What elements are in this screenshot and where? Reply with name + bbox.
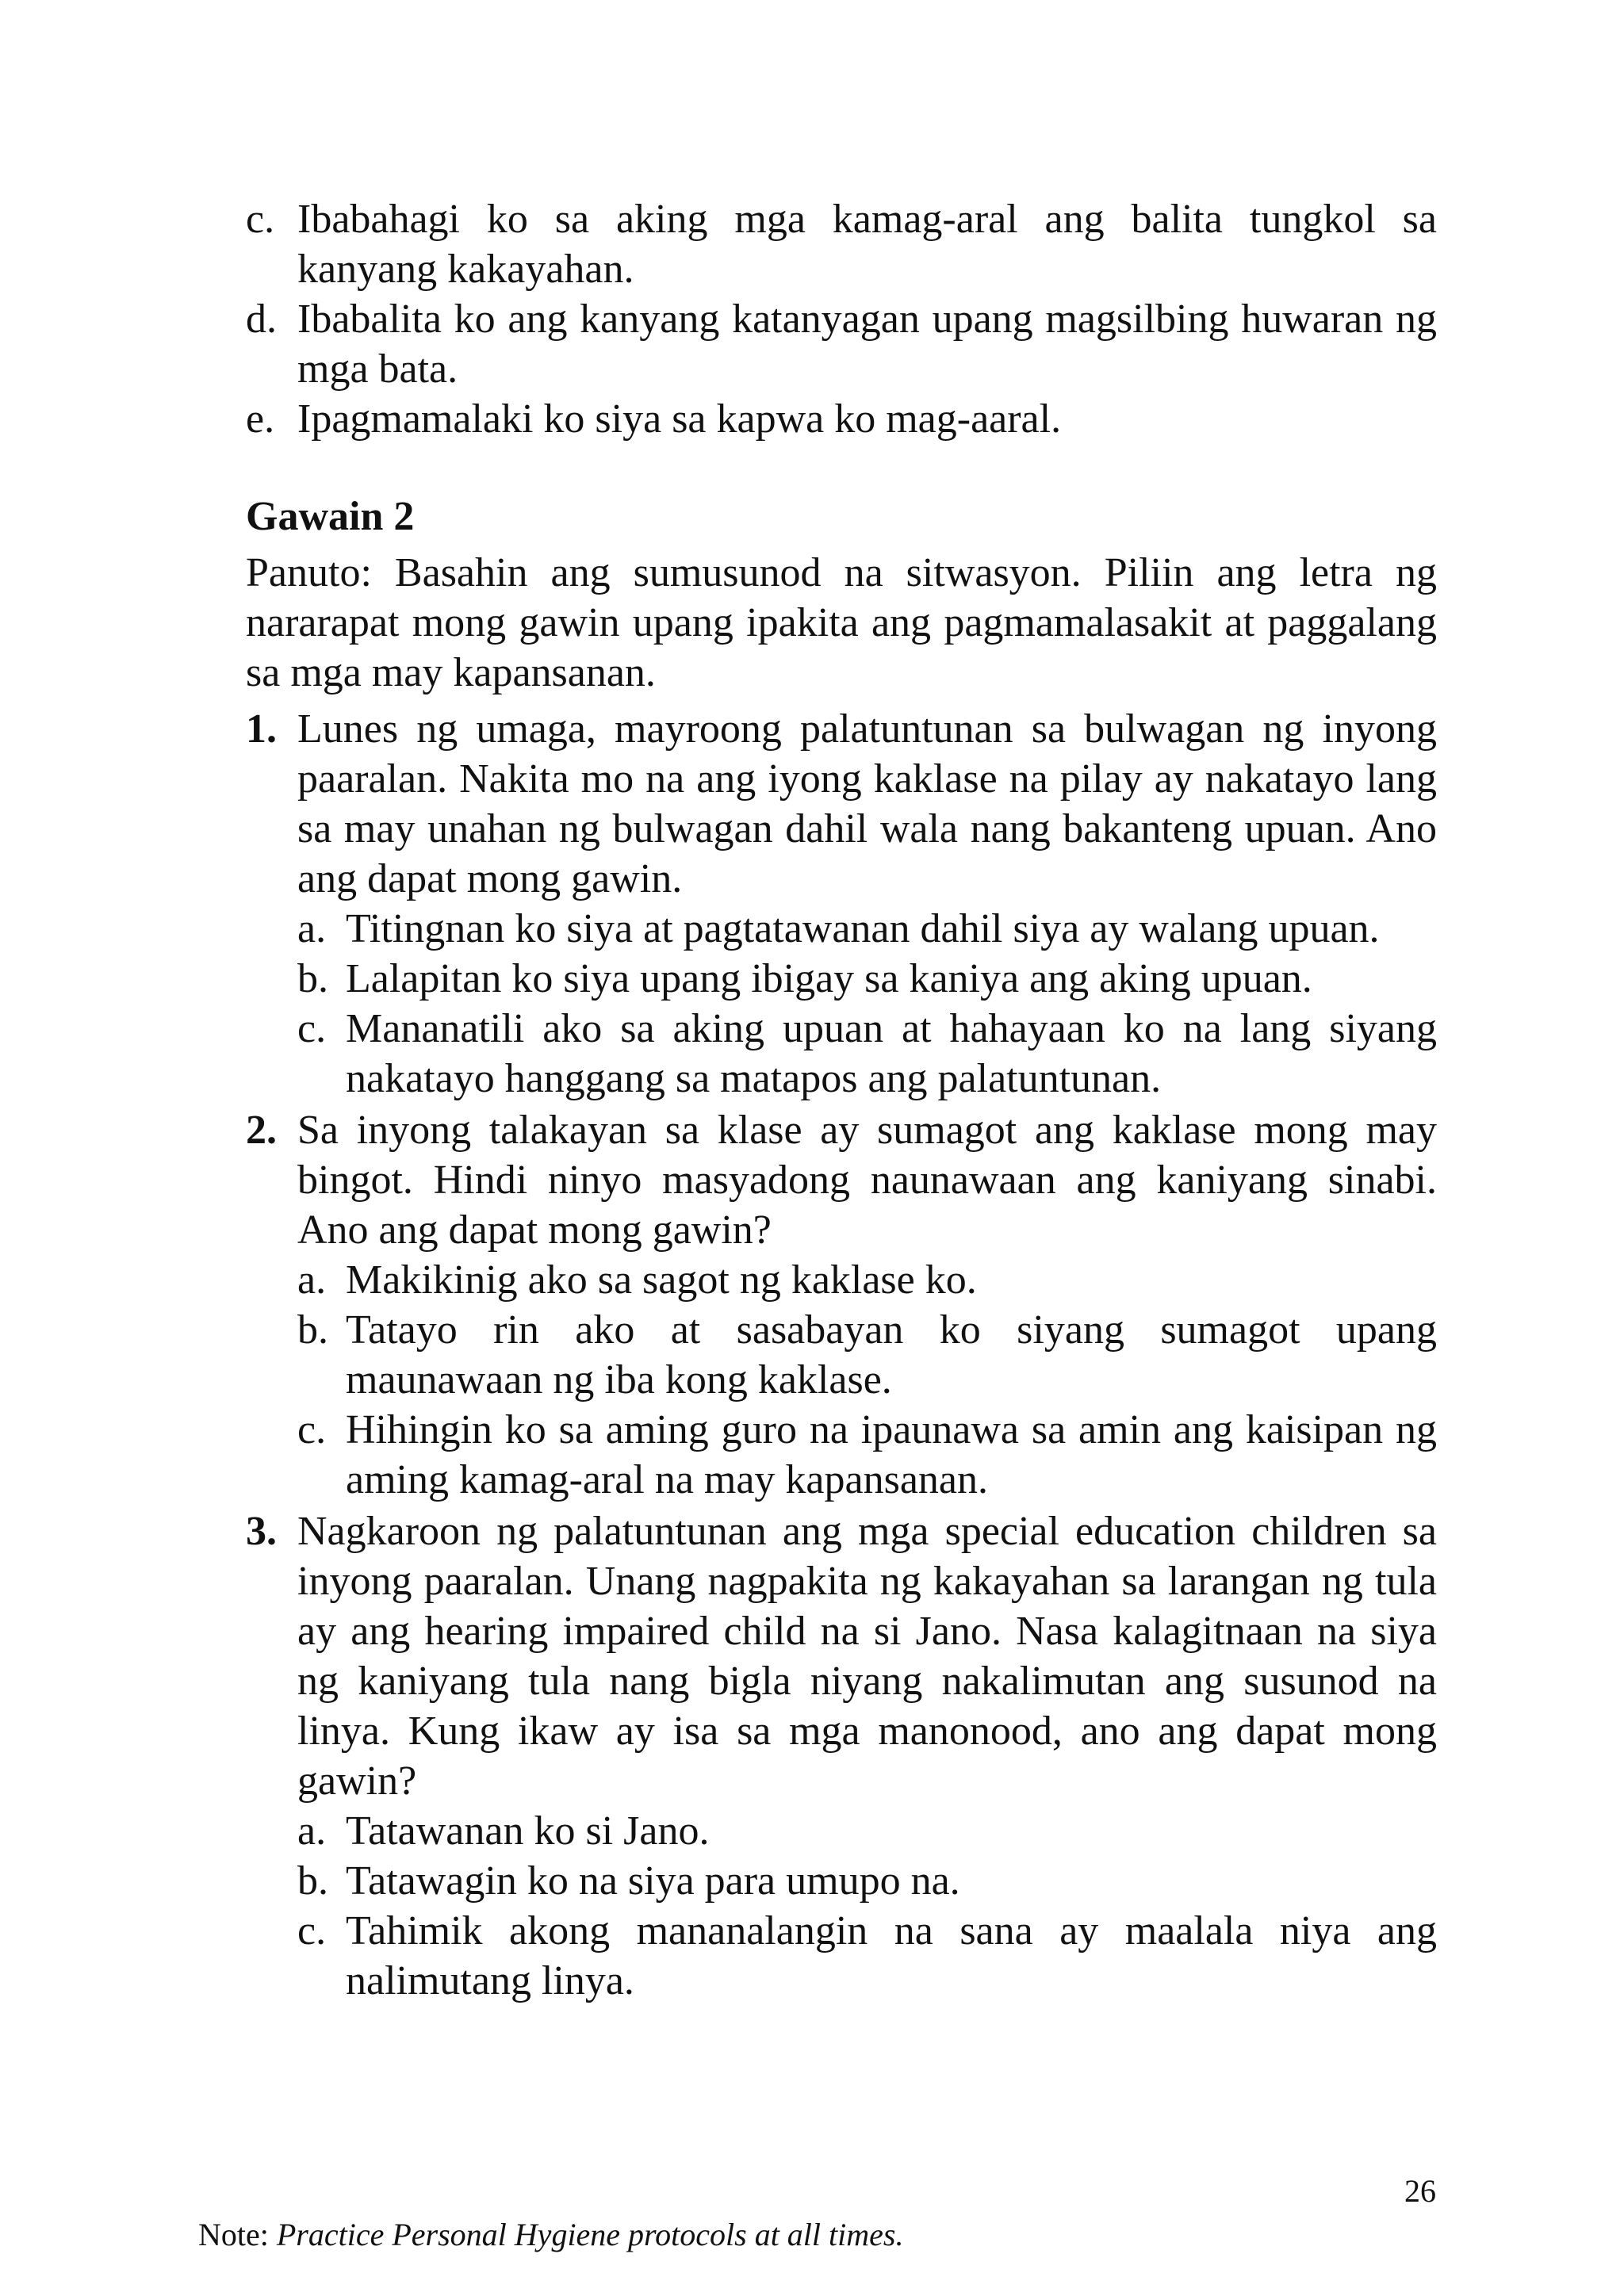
question-number: 1. bbox=[246, 706, 277, 752]
page-content bbox=[246, 194, 1437, 2006]
activity-instruction: Panuto: Basahin ang sumusunod na sitwasyon. Piliin ang letra ng nararapat mong gawin upang ipakita ang pagmamalasakit at paggalang sa mga may kapansanan. bbox=[246, 550, 1437, 695]
option-marker: a. bbox=[297, 906, 327, 951]
list-item bbox=[246, 1856, 1437, 1906]
option-text: Titingnan ko siya at pagtatawanan dahil siya ay walang upuan. bbox=[346, 906, 1380, 951]
note-text: Practice Personal Hygiene protocols at all times. bbox=[276, 2217, 904, 2252]
list-item bbox=[246, 954, 1437, 1004]
question-item-3 bbox=[246, 1506, 1437, 2006]
option-marker: c. bbox=[297, 1908, 327, 1954]
question-number: 2. bbox=[246, 1108, 277, 1153]
question-row bbox=[246, 1506, 1437, 1806]
option-marker: e. bbox=[246, 396, 275, 442]
question-text: Sa inyong talakayan sa klase ay sumagot ang kaklase mong may bingot. Hindi ninyo masyadong naunawaan ang kaniyang sinabi. Ano ang dapat mong gawin? bbox=[297, 1108, 1437, 1253]
list-item bbox=[246, 1255, 1437, 1305]
list-item bbox=[246, 1906, 1437, 2006]
page-number: 26 bbox=[1404, 2173, 1436, 2209]
option-text: Hihingin ko sa aming guro na ipaunawa sa amin ang kaisipan ng aming kamag-aral na may kapansanan. bbox=[346, 1407, 1437, 1502]
question-row bbox=[246, 704, 1437, 904]
list-item bbox=[246, 294, 1437, 394]
option-text: Lalapitan ko siya upang ibigay sa kaniya ang aking upuan. bbox=[346, 956, 1312, 1001]
question-text: Lunes ng umaga, mayroong palatuntunan sa bulwagan ng inyong paaralan. Nakita mo na ang iyong kaklase na pilay ay nakatayo lang sa may unahan ng bulwagan dahil wala nang bakanteng upuan. Ano ang dapat mong gawin. bbox=[297, 706, 1437, 901]
option-text: Tahimik akong mananalangin na sana ay maalala niya ang nalimutang linya. bbox=[346, 1908, 1437, 2003]
footer-note bbox=[198, 2216, 903, 2253]
list-item bbox=[246, 1405, 1437, 1505]
previous-options bbox=[246, 194, 1437, 444]
option-marker: c. bbox=[297, 1407, 327, 1452]
option-text: Tatawanan ko si Jano. bbox=[346, 1808, 710, 1854]
list-item bbox=[246, 1806, 1437, 1856]
option-text: Tatayo rin ako at sasabayan ko siyang sumagot upang maunawaan ng iba kong kaklase. bbox=[346, 1307, 1437, 1402]
option-text: Ipagmamalaki ko siya sa kapwa ko mag-aaral. bbox=[297, 396, 1062, 442]
note-label: Note: bbox=[198, 2217, 269, 2252]
list-item bbox=[246, 1004, 1437, 1104]
list-item bbox=[246, 394, 1437, 444]
option-marker: b. bbox=[297, 1858, 328, 1904]
option-text: Mananatili ako sa aking upuan at hahayaan ko na lang siyang nakatayo hanggang sa matapos ang palatuntunan. bbox=[346, 1006, 1437, 1101]
question-item-2 bbox=[246, 1105, 1437, 1505]
option-text: Makikinig ako sa sagot ng kaklase ko. bbox=[346, 1257, 977, 1303]
activity-title: Gawain 2 bbox=[246, 494, 415, 539]
list-item bbox=[246, 194, 1437, 294]
option-marker: b. bbox=[297, 956, 328, 1001]
option-marker: c. bbox=[246, 197, 275, 242]
option-text: Tatawagin ko na siya para umupo na. bbox=[346, 1858, 960, 1904]
option-marker: a. bbox=[297, 1808, 327, 1854]
question-text: Nagkaroon ng palatuntunan ang mga special education children sa inyong paaralan. Unang nagpakita ng kakayahan sa larangan ng tula ay ang hearing impaired child na si Jano. Nasa kalagitnaan na siya ng kaniyang tula nang bigla niyang nakalimutan ang susunod na linya. Kung ikaw ay isa sa mga manonood, ano ang dapat mong gawin? bbox=[297, 1509, 1437, 1804]
option-marker: b. bbox=[297, 1307, 328, 1353]
option-marker: d. bbox=[246, 297, 277, 342]
question-item-1 bbox=[246, 704, 1437, 1104]
option-text: Ibabahagi ko sa aking mga kamag-aral ang balita tungkol sa kanyang kakayahan. bbox=[297, 197, 1437, 292]
list-item bbox=[246, 904, 1437, 954]
option-marker: a. bbox=[297, 1257, 327, 1303]
question-number: 3. bbox=[246, 1509, 277, 1554]
list-item bbox=[246, 1305, 1437, 1405]
option-marker: c. bbox=[297, 1006, 327, 1051]
option-text: Ibabalita ko ang kanyang katanyagan upang magsilbing huwaran ng mga bata. bbox=[297, 297, 1437, 392]
question-row bbox=[246, 1105, 1437, 1255]
